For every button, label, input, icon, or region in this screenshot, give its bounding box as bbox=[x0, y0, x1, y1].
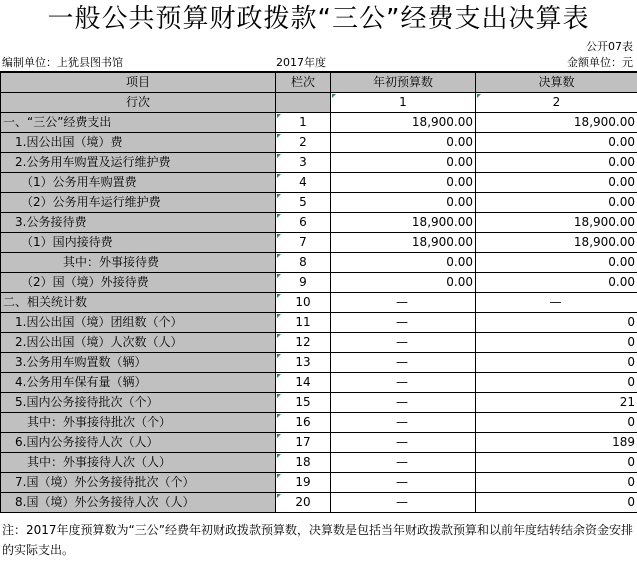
row-number bbox=[276, 213, 331, 233]
row-number bbox=[276, 473, 331, 493]
header-subrow bbox=[1, 93, 637, 113]
row-number bbox=[276, 293, 331, 313]
cell-marker-icon bbox=[277, 334, 281, 338]
row-number-label: 18 bbox=[295, 455, 311, 469]
cell-marker-icon bbox=[277, 274, 281, 278]
row-actual: 18,900.00 bbox=[476, 213, 637, 233]
row-number bbox=[276, 493, 331, 513]
row-item: 其中：外事接待批次（个） bbox=[1, 413, 276, 433]
row-item: （1）公务用车购置费 bbox=[1, 173, 276, 193]
row-budget: 18,900.00 bbox=[331, 113, 476, 133]
compiling-unit: 编制单位：上犹县图书馆 bbox=[2, 56, 123, 69]
row-item: 其中：外事接待费 bbox=[1, 253, 276, 273]
table-row bbox=[1, 473, 637, 493]
cell-marker-icon bbox=[277, 354, 281, 358]
row-budget: — bbox=[331, 473, 476, 493]
row-number-label: 7 bbox=[299, 235, 307, 249]
row-number bbox=[276, 373, 331, 393]
row-number-label: 20 bbox=[295, 495, 311, 509]
header-row-order: 行次 bbox=[1, 93, 276, 113]
header-col-2-label: 2 bbox=[552, 95, 561, 109]
row-actual: 0 bbox=[476, 333, 637, 353]
cell-marker-icon bbox=[477, 94, 481, 98]
table-row bbox=[1, 453, 637, 473]
row-actual: 18,900.00 bbox=[476, 113, 637, 133]
row-actual: 0 bbox=[476, 313, 637, 333]
row-budget: — bbox=[331, 493, 476, 513]
row-budget: 0.00 bbox=[331, 253, 476, 273]
row-number bbox=[276, 353, 331, 373]
row-budget: 0.00 bbox=[331, 193, 476, 213]
row-actual: 0.00 bbox=[476, 273, 637, 293]
table-row bbox=[1, 173, 637, 193]
row-item: 7.国（境）外公务接待批次（个） bbox=[1, 473, 276, 493]
row-number bbox=[276, 453, 331, 473]
cell-marker-icon bbox=[277, 194, 281, 198]
row-item: 6.国内公务接待人次（人） bbox=[1, 433, 276, 453]
row-budget: — bbox=[331, 353, 476, 373]
cell-marker-icon bbox=[277, 214, 281, 218]
row-number bbox=[276, 253, 331, 273]
row-number-label: 14 bbox=[295, 375, 311, 389]
row-number-label: 12 bbox=[295, 335, 311, 349]
row-actual: 0 bbox=[476, 373, 637, 393]
row-number-label: 6 bbox=[299, 215, 307, 229]
cell-marker-icon bbox=[277, 414, 281, 418]
row-actual: 0 bbox=[476, 473, 637, 493]
cell-marker-icon bbox=[277, 294, 281, 298]
row-actual: — bbox=[476, 293, 637, 313]
expenditure-table bbox=[0, 72, 637, 513]
row-number-label: 17 bbox=[295, 435, 311, 449]
row-budget: 18,900.00 bbox=[331, 213, 476, 233]
row-actual: 0 bbox=[476, 353, 637, 373]
row-budget: — bbox=[331, 393, 476, 413]
row-number bbox=[276, 433, 331, 453]
row-number-label: 4 bbox=[299, 175, 307, 189]
table-row bbox=[1, 213, 637, 233]
cell-marker-icon bbox=[277, 434, 281, 438]
row-number bbox=[276, 273, 331, 293]
fiscal-year: 2017年度 bbox=[276, 56, 326, 69]
header-row-no: 栏次 bbox=[276, 73, 331, 93]
table-row bbox=[1, 353, 637, 373]
row-item: 8.国（境）外公务接待人次（人） bbox=[1, 493, 276, 513]
table-row bbox=[1, 493, 637, 513]
cell-marker-icon bbox=[332, 94, 336, 98]
header-budget: 年初预算数 bbox=[331, 73, 476, 93]
row-actual: 0 bbox=[476, 453, 637, 473]
row-budget: 0.00 bbox=[331, 133, 476, 153]
row-number bbox=[276, 193, 331, 213]
footnote: 注：2017年度预算数为“三公”经费年初财政拨款预算数，决算数是包括当年财政拨款预算和以前年度结转结余资金安排的实际支出。 bbox=[2, 523, 633, 557]
row-item: 一、“三公”经费支出 bbox=[1, 113, 276, 133]
table-row bbox=[1, 273, 637, 293]
table-row bbox=[1, 133, 637, 153]
table-row bbox=[1, 433, 637, 453]
table-row bbox=[1, 113, 637, 133]
row-actual: 21 bbox=[476, 393, 637, 413]
row-item: 2.公务用车购置及运行维护费 bbox=[1, 153, 276, 173]
row-number bbox=[276, 393, 331, 413]
row-number-label: 10 bbox=[295, 295, 311, 309]
row-item: （1）国内接待费 bbox=[1, 233, 276, 253]
table-row bbox=[1, 293, 637, 313]
row-actual: 0.00 bbox=[476, 153, 637, 173]
table-row bbox=[1, 233, 637, 253]
row-item: 1.因公出国（境）团组数（个） bbox=[1, 313, 276, 333]
row-number-label: 19 bbox=[295, 475, 311, 489]
table-row bbox=[1, 313, 637, 333]
cell-marker-icon bbox=[277, 254, 281, 258]
row-actual: 0 bbox=[476, 493, 637, 513]
row-item: 3.公务接待费 bbox=[1, 213, 276, 233]
row-number bbox=[276, 173, 331, 193]
row-number-label: 8 bbox=[299, 255, 307, 269]
row-number bbox=[276, 133, 331, 153]
cell-marker-icon bbox=[277, 114, 281, 118]
cell-marker-icon bbox=[277, 454, 281, 458]
header-row bbox=[1, 73, 637, 93]
table-row bbox=[1, 373, 637, 393]
table-row bbox=[1, 333, 637, 353]
row-budget: — bbox=[331, 433, 476, 453]
row-number bbox=[276, 233, 331, 253]
table-row bbox=[1, 153, 637, 173]
row-item: 5.国内公务接待批次（个） bbox=[1, 393, 276, 413]
cell-marker-icon bbox=[277, 174, 281, 178]
row-budget: 0.00 bbox=[331, 173, 476, 193]
row-number-label: 15 bbox=[295, 395, 311, 409]
cell-marker-icon bbox=[277, 234, 281, 238]
header-col-2 bbox=[476, 93, 637, 113]
row-item: 二、相关统计数 bbox=[1, 293, 276, 313]
row-number-label: 9 bbox=[299, 275, 307, 289]
row-item: 1.因公出国（境）费 bbox=[1, 133, 276, 153]
row-number-label: 5 bbox=[299, 195, 307, 209]
row-budget: 0.00 bbox=[331, 273, 476, 293]
table-row bbox=[1, 393, 637, 413]
cell-marker-icon bbox=[277, 374, 281, 378]
header-blank bbox=[276, 93, 331, 113]
row-actual: 0.00 bbox=[476, 193, 637, 213]
row-actual: 0.00 bbox=[476, 173, 637, 193]
row-number bbox=[276, 313, 331, 333]
amount-unit: 金额单位：元 bbox=[567, 56, 633, 69]
row-number-label: 3 bbox=[299, 155, 307, 169]
cell-marker-icon bbox=[277, 394, 281, 398]
cell-marker-icon bbox=[277, 154, 281, 158]
row-number-label: 16 bbox=[295, 415, 311, 429]
row-number-label: 2 bbox=[299, 135, 307, 149]
cell-marker-icon bbox=[277, 474, 281, 478]
header-actual: 决算数 bbox=[476, 73, 637, 93]
row-number-label: 1 bbox=[299, 115, 307, 129]
row-actual: 0 bbox=[476, 413, 637, 433]
row-item: （2）国（境）外接待费 bbox=[1, 273, 276, 293]
row-number-label: 13 bbox=[295, 355, 311, 369]
row-item: （2）公务用车运行维护费 bbox=[1, 193, 276, 213]
header-item: 项目 bbox=[1, 73, 276, 93]
row-number bbox=[276, 153, 331, 173]
table-row bbox=[1, 193, 637, 213]
row-number bbox=[276, 413, 331, 433]
row-actual: 0.00 bbox=[476, 253, 637, 273]
cell-marker-icon bbox=[277, 494, 281, 498]
header-col-1-label: 1 bbox=[399, 95, 407, 109]
row-budget: — bbox=[331, 293, 476, 313]
row-budget: — bbox=[331, 453, 476, 473]
row-actual: 18,900.00 bbox=[476, 233, 637, 253]
header-col-1 bbox=[331, 93, 476, 113]
row-item: 4.公务用车保有量（辆） bbox=[1, 373, 276, 393]
table-row bbox=[1, 413, 637, 433]
row-number bbox=[276, 113, 331, 133]
row-number-label: 11 bbox=[295, 315, 311, 329]
row-item: 其中：外事接待人次（人） bbox=[1, 453, 276, 473]
row-budget: — bbox=[331, 333, 476, 353]
row-budget: 18,900.00 bbox=[331, 233, 476, 253]
report-title: 一般公共预算财政拨款“三公”经费支出决算表 bbox=[47, 4, 590, 34]
row-item: 3.公务用车购置数（辆） bbox=[1, 353, 276, 373]
row-budget: — bbox=[331, 313, 476, 333]
row-budget: 0.00 bbox=[331, 153, 476, 173]
row-number bbox=[276, 333, 331, 353]
row-actual: 189 bbox=[476, 433, 637, 453]
form-number: 公开07表 bbox=[586, 40, 633, 53]
cell-marker-icon bbox=[277, 134, 281, 138]
row-item: 2.因公出国（境）人次数（人） bbox=[1, 333, 276, 353]
row-budget: — bbox=[331, 373, 476, 393]
cell-marker-icon bbox=[277, 314, 281, 318]
row-actual: 0.00 bbox=[476, 133, 637, 153]
table-row bbox=[1, 253, 637, 273]
row-budget: — bbox=[331, 413, 476, 433]
